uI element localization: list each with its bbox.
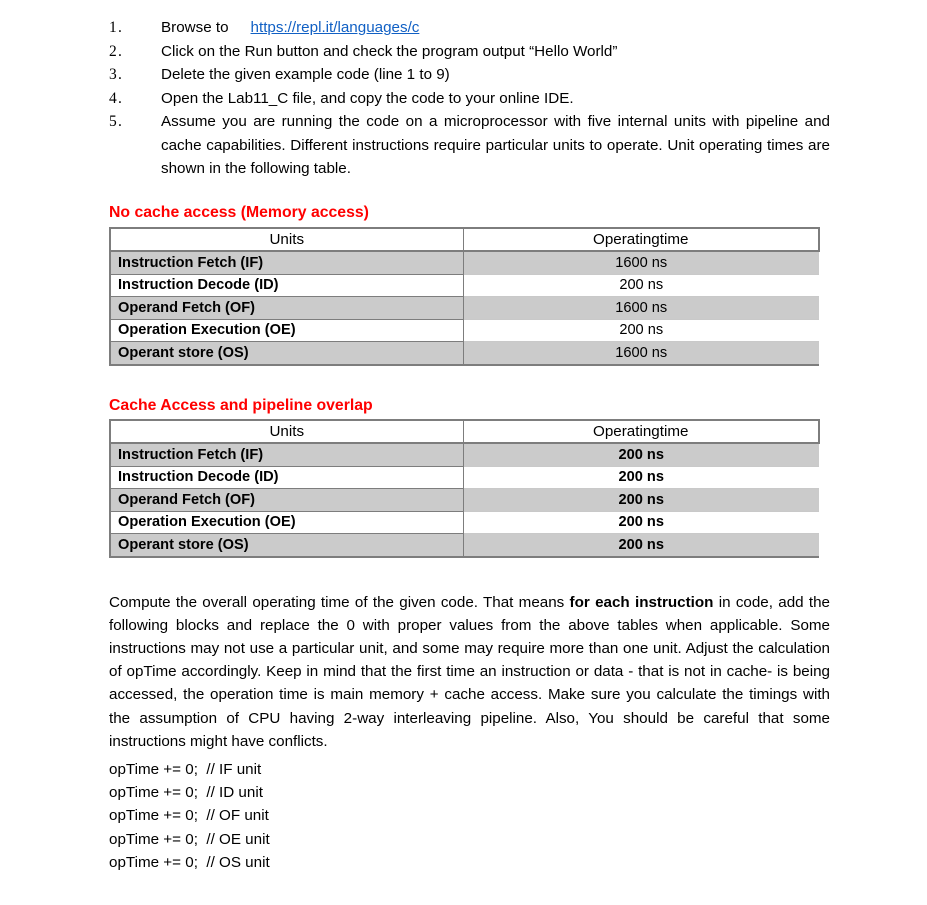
column-header-operating-time: Operatingtime [463,228,819,252]
unit-name: Operant store (OS) [110,342,463,365]
paragraph-part-1: Compute the overall operating time of the given code. That means [109,593,570,611]
unit-name: Operation Execution (OE) [110,319,463,342]
unit-time: 200 ns [463,466,819,489]
list-item [109,16,830,40]
table-row [110,511,819,534]
compute-instructions-paragraph [109,591,830,753]
code-line-os: opTime += 0; // OS unit [109,853,270,871]
unit-time: 200 ns [463,274,819,297]
table-row [110,489,819,512]
table-row [110,251,819,274]
table-row [110,534,819,557]
list-item-text: Assume you are running the code on a microprocessor with five internal units with pipeline and cache capabilities. Different instructions require particular units to operate. Unit operating times are shown in the following table. [161,113,830,177]
unit-time: 200 ns [463,489,819,512]
column-header-units: Units [110,228,463,252]
unit-time: 1600 ns [463,342,819,365]
paragraph-emphasis: for each instruction [569,593,714,611]
table-row [110,443,819,466]
list-item [109,63,830,87]
instruction-list [109,16,830,181]
column-header-units: Units [110,420,463,444]
unit-time: 200 ns [463,511,819,534]
table-row [110,274,819,297]
paragraph-part-2: in code, add the following blocks and replace the 0 with proper values from the above tables when applicable. Some instructions may not use a particular unit, and some may require more than one unit. Adjust the calculation of opTime accordingly. Keep in mind that the first time an instruction or data - that is not in cache- is being accessed, the operation time is main memory + cache access. Make sure you calculate the timings with the assumption of CPU having 2-way interleaving pipeline. Also, You should be careful that some instructions might have conflicts. [109,593,830,750]
list-item-number: 3. [109,66,124,83]
table-row [110,342,819,365]
table-row [110,466,819,489]
table-body [110,443,819,557]
unit-name: Instruction Fetch (IF) [110,443,463,466]
unit-name: Instruction Fetch (IF) [110,251,463,274]
unit-time: 1600 ns [463,251,819,274]
unit-time: 200 ns [463,319,819,342]
code-line-of: opTime += 0; // OF unit [109,807,269,825]
list-item-number: 1. [109,19,124,36]
code-line-oe: opTime += 0; // OE unit [109,830,270,848]
cache-access-table [109,419,820,558]
list-item [109,87,830,111]
list-item [109,110,830,181]
list-item-text [161,16,830,40]
list-item-number: 2. [109,42,124,60]
table-row [110,297,819,320]
list-item-number: 4. [109,89,124,107]
unit-time: 200 ns [463,534,819,557]
unit-time: 1600 ns [463,297,819,320]
unit-name: Operant store (OS) [110,534,463,557]
no-cache-heading: No cache access (Memory access) [109,203,369,221]
code-block [109,758,830,874]
list-item-text: Click on the Run button and check the program output “Hello World” [161,42,618,60]
list-item [109,40,830,64]
code-line-id: opTime += 0; // ID unit [109,784,263,802]
unit-name: Operation Execution (OE) [110,511,463,534]
table-row [110,319,819,342]
list-item-number: 5. [109,113,124,130]
list-item-text: Delete the given example code (line 1 to 9) [161,66,450,83]
table-header-row [110,228,819,252]
column-header-operating-time: Operatingtime [463,420,819,444]
unit-name: Operand Fetch (OF) [110,297,463,320]
unit-name: Operand Fetch (OF) [110,489,463,512]
code-line-if: opTime += 0; // IF unit [109,760,262,778]
unit-time: 200 ns [463,443,819,466]
repl-it-link[interactable]: https://repl.it/languages/c [250,19,420,36]
table-header [110,228,819,252]
table-header-row [110,420,819,444]
browse-to-label: Browse to [161,19,229,36]
no-cache-table [109,227,820,366]
table-body [110,251,819,365]
table-header [110,420,819,444]
list-item-text: Open the Lab11_C file, and copy the code to your online IDE. [161,89,574,107]
unit-name: Instruction Decode (ID) [110,274,463,297]
unit-name: Instruction Decode (ID) [110,466,463,489]
cache-access-heading: Cache Access and pipeline overlap [109,396,373,414]
